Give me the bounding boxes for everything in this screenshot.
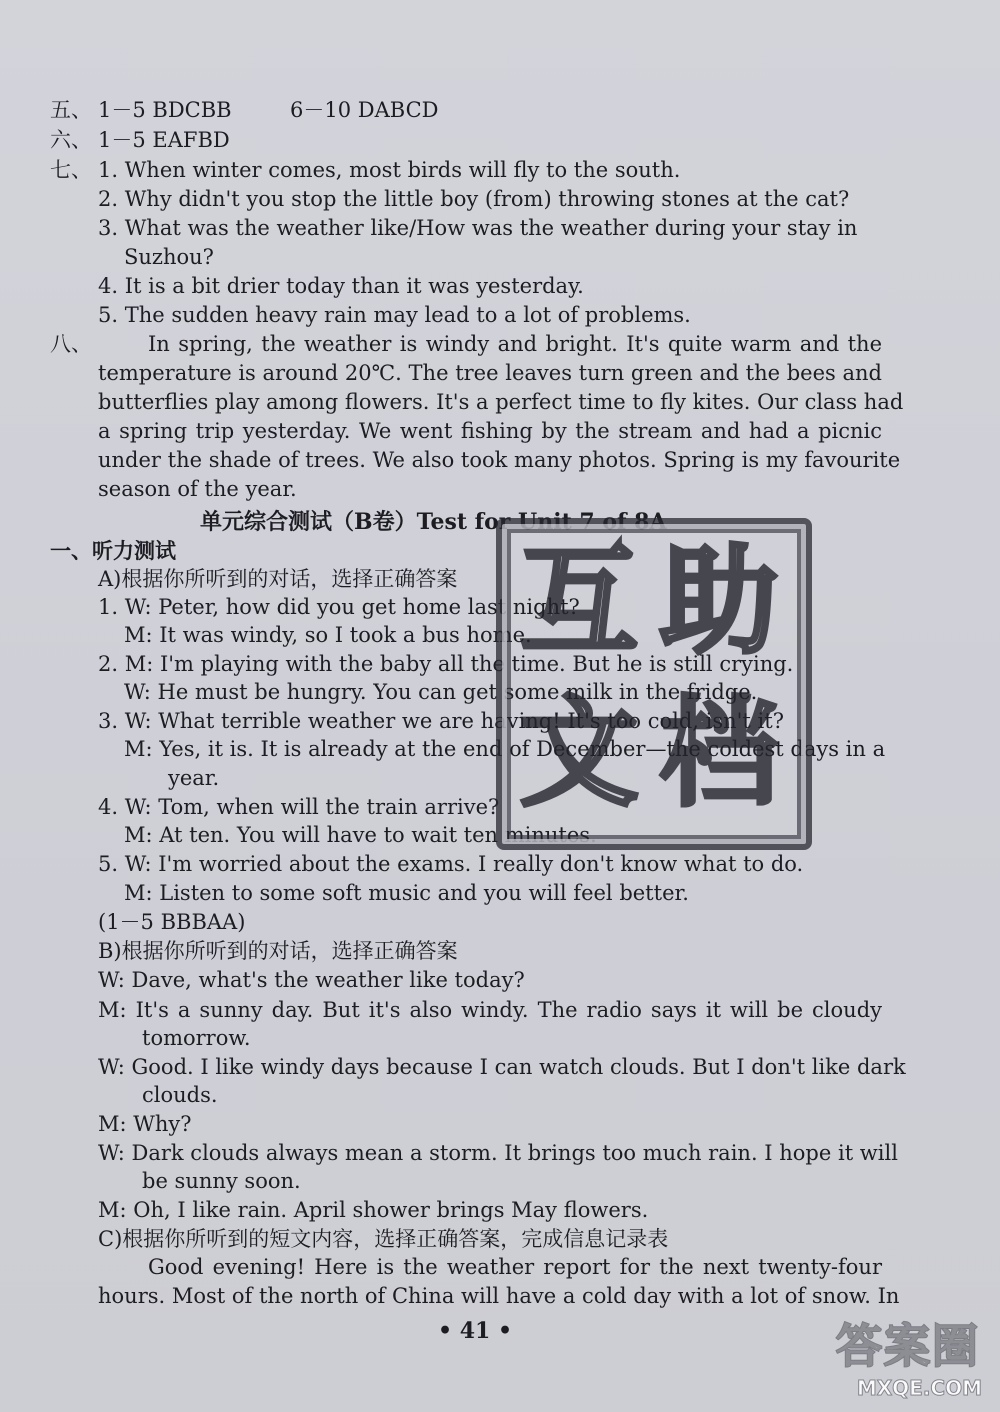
section5-answers-2: 6－10 DABCD xyxy=(290,98,439,122)
section5-answers-1: 1－5 BDCBB xyxy=(98,98,232,122)
stamp-char: 文 xyxy=(520,684,639,822)
dialogue-line: 3. W: What terrible weather we are having! It's too cold, isn't it? xyxy=(98,709,784,733)
passage-line: Good evening! Here is the weather report for the next twenty-four xyxy=(148,1255,882,1279)
essay-line: temperature is around 20℃. The tree leaves turn green and the bees and xyxy=(98,361,882,385)
essay-line: In spring, the weather is windy and bright. It's quite warm and the xyxy=(148,332,882,356)
part-a-answer: (1－5 BBBAA) xyxy=(98,910,246,934)
section7-item: Suzhou? xyxy=(124,245,214,269)
dialogue-line: M: Yes, it is. It is already at the end of December—the coldest days in a xyxy=(124,737,886,761)
dialogue-line: 2. M: I'm playing with the baby all the time. But he is still crying. xyxy=(98,652,794,676)
dialogue-line: M: It's a sunny day. But it's also windy. The radio says it will be cloudy xyxy=(98,998,882,1022)
dialogue-line: M: Listen to some soft music and you will feel better. xyxy=(124,881,689,905)
section7-item: 3. What was the weather like/How was the weather during your stay in xyxy=(98,216,858,240)
dialogue-line: W: Good. I like windy days because I can watch clouds. But I don't like dark xyxy=(98,1055,906,1079)
section6-label: 六、 xyxy=(50,128,92,152)
page-number: • 41 • xyxy=(438,1318,513,1344)
essay-line: under the shade of trees. We also took many photos. Spring is my favourite xyxy=(98,448,901,472)
part-b-heading: B)根据你所听到的对话，选择正确答案 xyxy=(98,939,458,963)
section6-answers: 1－5 EAFBD xyxy=(98,128,230,152)
stamp-char: 助 xyxy=(660,532,779,670)
dialogue-line: W: He must be hungry. You can get some milk in the fridge. xyxy=(124,680,758,704)
dialogue-line: M: At ten. You will have to wait ten minutes. xyxy=(124,823,597,847)
dialogue-line: M: It was windy, so I took a bus home. xyxy=(124,623,532,647)
watermark-logo xyxy=(826,1310,986,1402)
part-a-heading: A)根据你所听到的对话，选择正确答案 xyxy=(98,567,458,591)
dialogue-line: tomorrow. xyxy=(142,1026,251,1050)
passage-line: hours. Most of the north of China will have a cold day with a lot of snow. In xyxy=(98,1284,900,1308)
seal-stamp xyxy=(496,518,812,850)
essay-line: season of the year. xyxy=(98,477,297,501)
stamp-char: 档 xyxy=(660,684,779,822)
section7-item: 5. The sudden heavy rain may lead to a lot of problems. xyxy=(98,303,691,327)
unit-title: 单元综合测试（B卷）Test for Unit 7 of 8A xyxy=(200,509,667,535)
essay-line: butterflies play among flowers. It's a perfect time to fly kites. Our class had xyxy=(98,390,904,414)
section7-label: 七、 xyxy=(50,158,92,182)
dialogue-line: year. xyxy=(168,766,220,790)
dialogue-line: be sunny soon. xyxy=(142,1169,301,1193)
watermark-main: 答案圈 xyxy=(836,1319,980,1373)
section7-item: 2. Why didn't you stop the little boy (from) throwing stones at the cat? xyxy=(98,187,850,211)
section8-label: 八、 xyxy=(50,332,92,356)
dialogue-line: W: Dark clouds always mean a storm. It brings too much rain. I hope it will xyxy=(98,1141,898,1165)
section5-label: 五、 xyxy=(50,98,92,122)
dialogue-line: M: Why? xyxy=(98,1112,192,1136)
stamp-char: 互 xyxy=(520,532,639,670)
part1-label: 一、听力测试 xyxy=(50,538,176,563)
essay-line: a spring trip yesterday. We went fishing by the stream and had a picnic xyxy=(98,419,882,443)
section7-item: 4. It is a bit drier today than it was yesterday. xyxy=(98,274,584,298)
dialogue-line: 1. W: Peter, how did you get home last night? xyxy=(98,595,580,619)
dialogue-line: 5. W: I'm worried about the exams. I really don't know what to do. xyxy=(98,852,804,876)
dialogue-line: M: Oh, I like rain. April shower brings May flowers. xyxy=(98,1198,649,1222)
dialogue-line: clouds. xyxy=(142,1083,218,1107)
part-c-heading: C)根据你所听到的短文内容，选择正确答案，完成信息记录表 xyxy=(98,1227,669,1251)
dialogue-line: 4. W: Tom, when will the train arrive? xyxy=(98,795,500,819)
watermark-url: MXQE.COM xyxy=(856,1376,982,1400)
section7-item: 1. When winter comes, most birds will fly to the south. xyxy=(98,158,681,182)
dialogue-line: W: Dave, what's the weather like today? xyxy=(98,968,525,992)
